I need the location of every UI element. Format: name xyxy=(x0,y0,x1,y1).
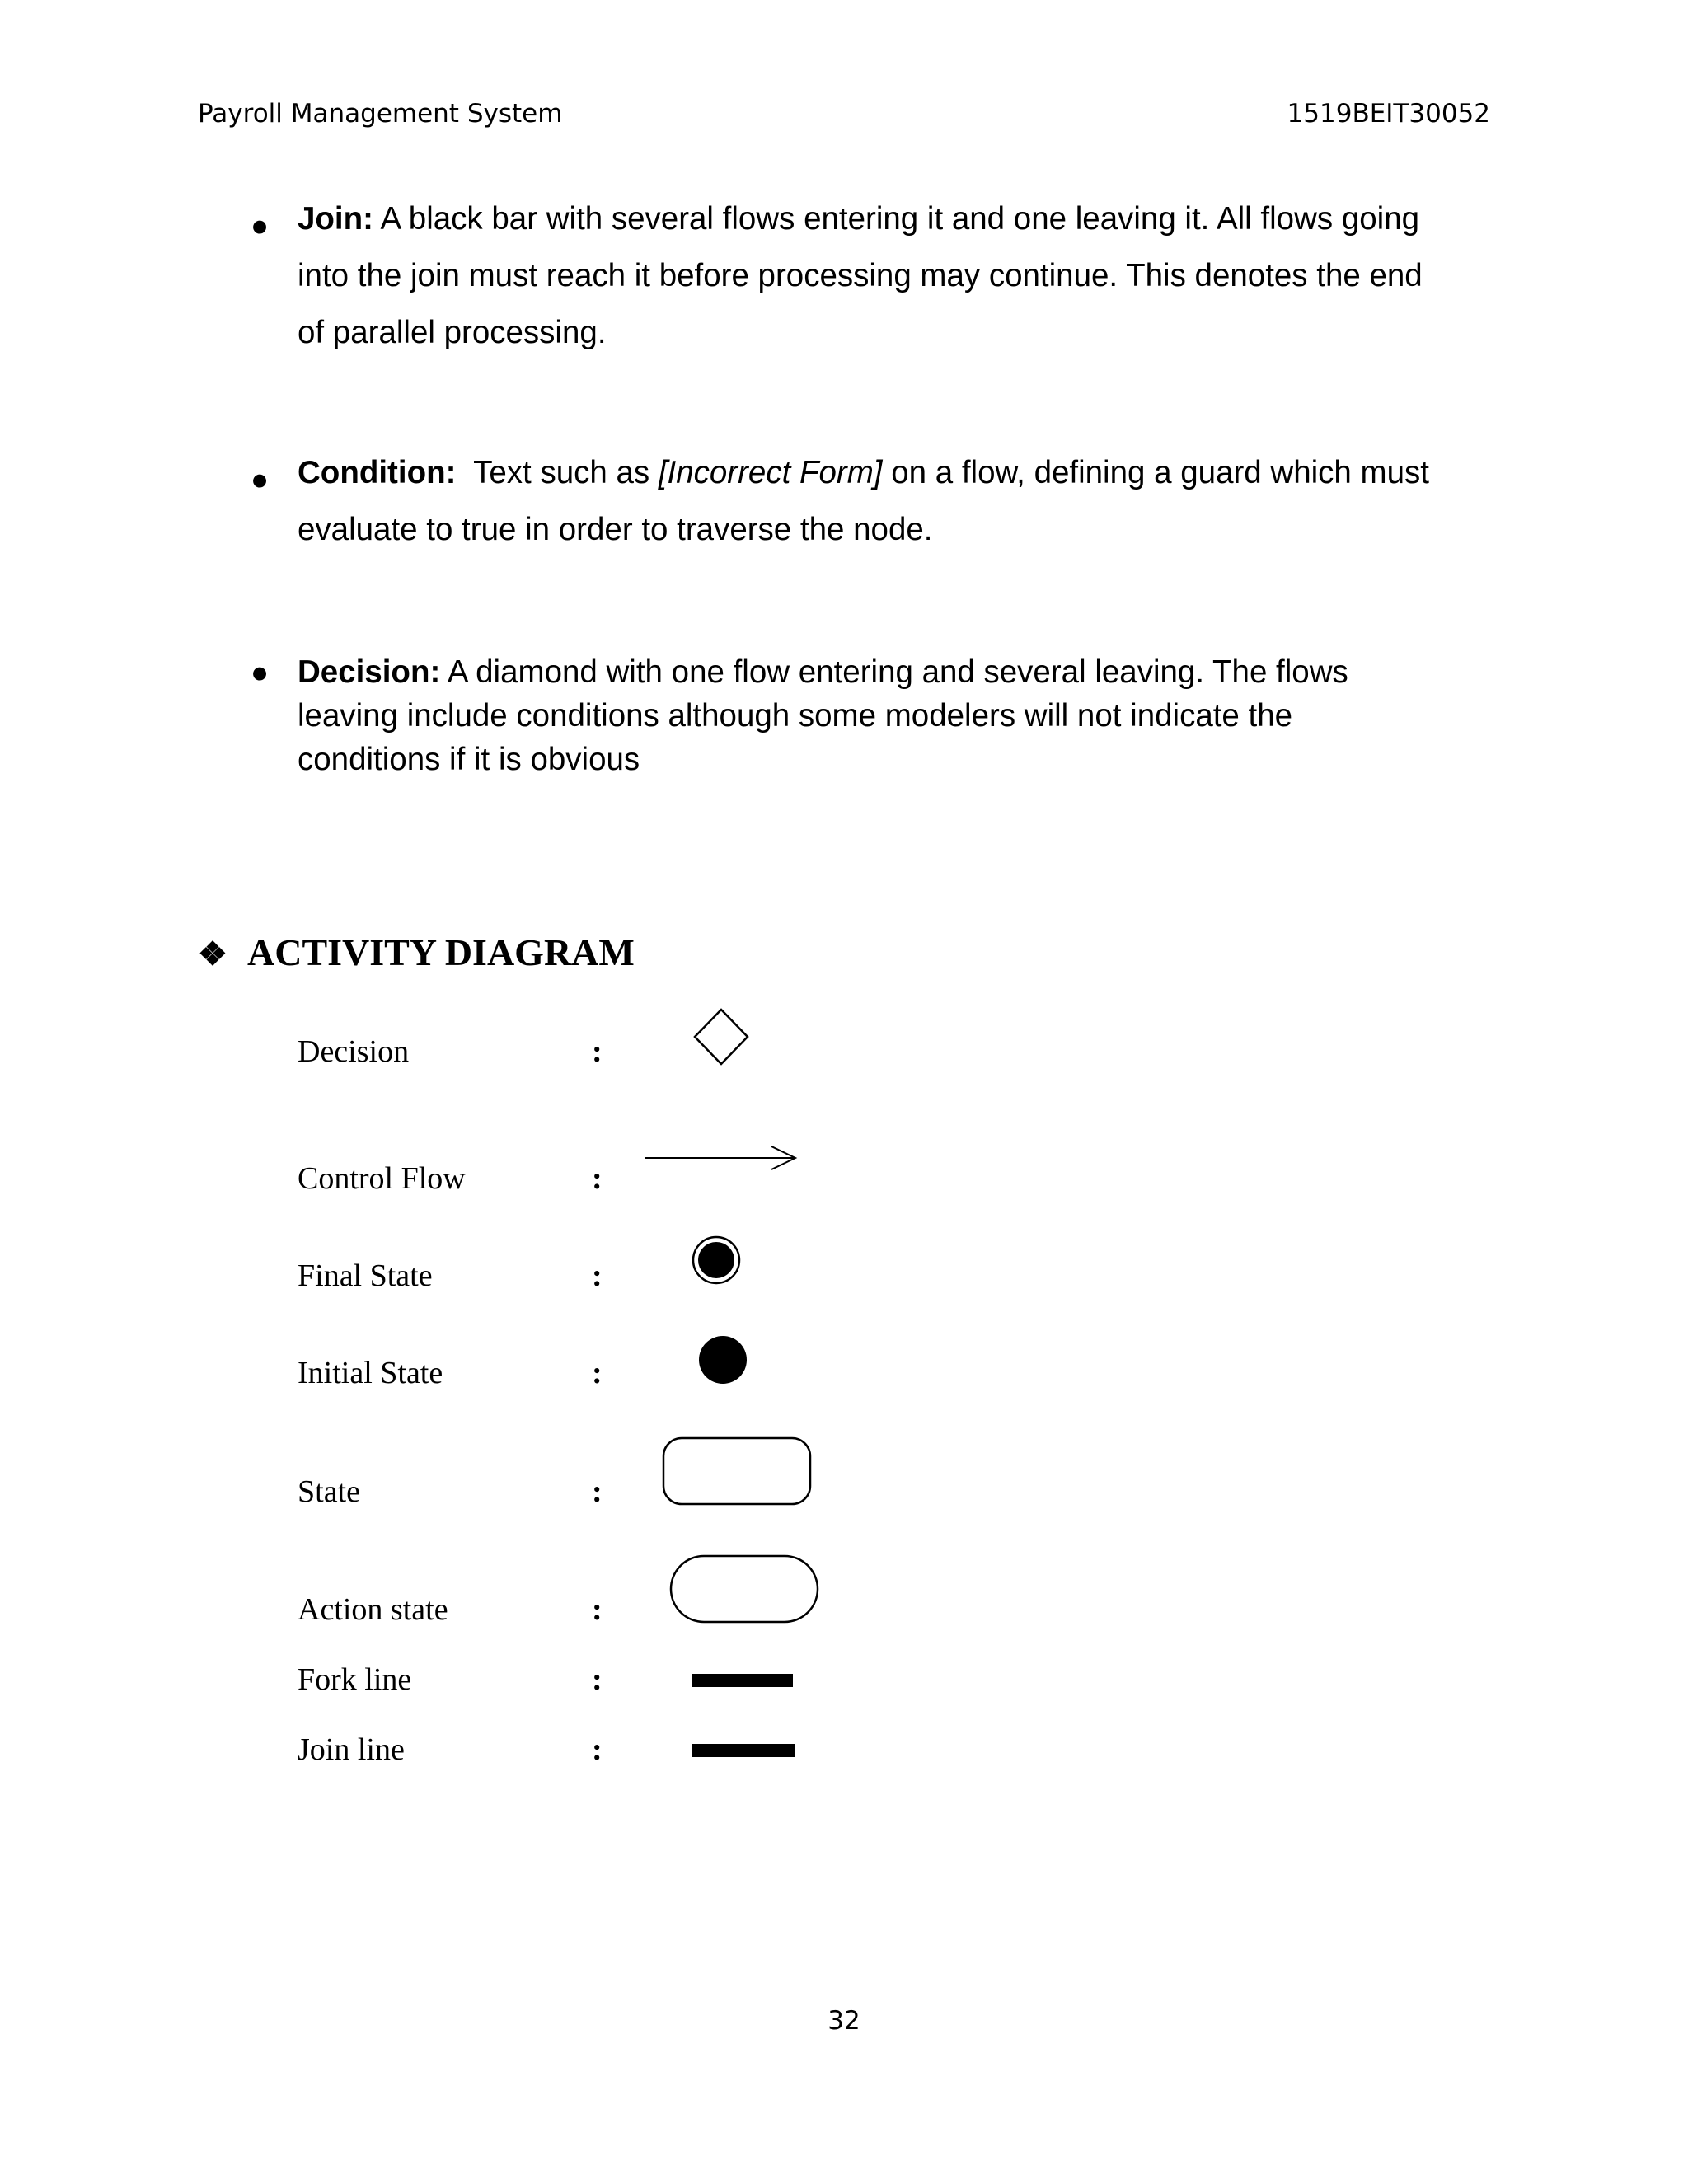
paragraph-line: of parallel processing. xyxy=(298,315,607,350)
legend-label: Initial State xyxy=(298,1356,443,1390)
paragraph-line: Join: A black bar with several flows entering it and one leaving it. All flows going xyxy=(298,201,1420,237)
join-bar-icon xyxy=(691,1741,798,1760)
condition-paragraph xyxy=(298,444,1501,558)
legend-colon: : xyxy=(592,1592,603,1627)
bullet-dot: ● xyxy=(250,209,270,242)
legend-label: Decision xyxy=(298,1034,410,1069)
legend-label: Final State xyxy=(298,1258,433,1293)
legend-label: Control Flow xyxy=(298,1161,466,1196)
legend-label: Action state xyxy=(298,1592,448,1627)
legend-row-final-state xyxy=(0,1251,1688,1301)
page-number: 32 xyxy=(828,2006,860,2036)
legend-colon: : xyxy=(592,1356,603,1390)
decision-diamond-icon xyxy=(688,1004,754,1070)
bullet-dot: ● xyxy=(250,462,270,496)
legend-label: Fork line xyxy=(298,1662,412,1697)
legend-row-fork-line xyxy=(0,1655,1688,1704)
header-id-code: 1519BEIT30052 xyxy=(1287,99,1490,129)
legend-colon: : xyxy=(592,1034,603,1069)
legend-row-control-flow xyxy=(0,1154,1688,1203)
term-label: Join: xyxy=(298,201,373,237)
paragraph-line: Condition: Text such as [Incorrect Form] on a flow, defining a guard which must xyxy=(298,455,1429,490)
paragraph-line: conditions if it is obvious xyxy=(298,742,640,777)
control-flow-arrow-icon xyxy=(643,1141,799,1174)
legend-label: Join line xyxy=(298,1732,405,1767)
section-title: ACTIVITY DIAGRAM xyxy=(247,931,635,973)
header-title: Payroll Management System xyxy=(198,99,563,129)
italic-example: [Incorrect Form] xyxy=(658,455,883,490)
legend-row-state xyxy=(0,1467,1688,1516)
initial-state-icon xyxy=(696,1333,750,1387)
legend-row-initial-state xyxy=(0,1348,1688,1398)
decision-paragraph xyxy=(298,650,1501,781)
paragraph-line: leaving include conditions although some modelers will not indicate the xyxy=(298,698,1293,733)
legend-colon: : xyxy=(592,1662,603,1697)
state-rounded-rect-icon xyxy=(659,1434,816,1508)
paragraph-line: evaluate to true in order to traverse the node. xyxy=(298,512,933,547)
legend-label: State xyxy=(298,1474,360,1509)
legend-colon: : xyxy=(592,1258,603,1293)
legend-row-decision xyxy=(0,1027,1688,1076)
legend-colon: : xyxy=(592,1161,603,1196)
legend-colon: : xyxy=(592,1474,603,1509)
legend-row-action-state xyxy=(0,1585,1688,1634)
diamond-bullet-icon: ❖ xyxy=(198,935,227,972)
legend-row-join-line xyxy=(0,1725,1688,1774)
bullet-dot: ● xyxy=(250,655,270,689)
join-paragraph xyxy=(298,190,1501,361)
final-state-icon xyxy=(689,1233,743,1287)
paragraph-line: Decision: A diamond with one flow entering and several leaving. The flows xyxy=(298,654,1348,690)
term-label: Condition: xyxy=(298,455,457,490)
legend-colon: : xyxy=(592,1732,603,1767)
paragraph-line: into the join must reach it before processing may continue. This denotes the end xyxy=(298,258,1423,293)
action-state-icon xyxy=(668,1552,824,1626)
section-heading xyxy=(198,928,635,977)
term-label: Decision: xyxy=(298,654,441,690)
fork-bar-icon xyxy=(691,1671,798,1690)
